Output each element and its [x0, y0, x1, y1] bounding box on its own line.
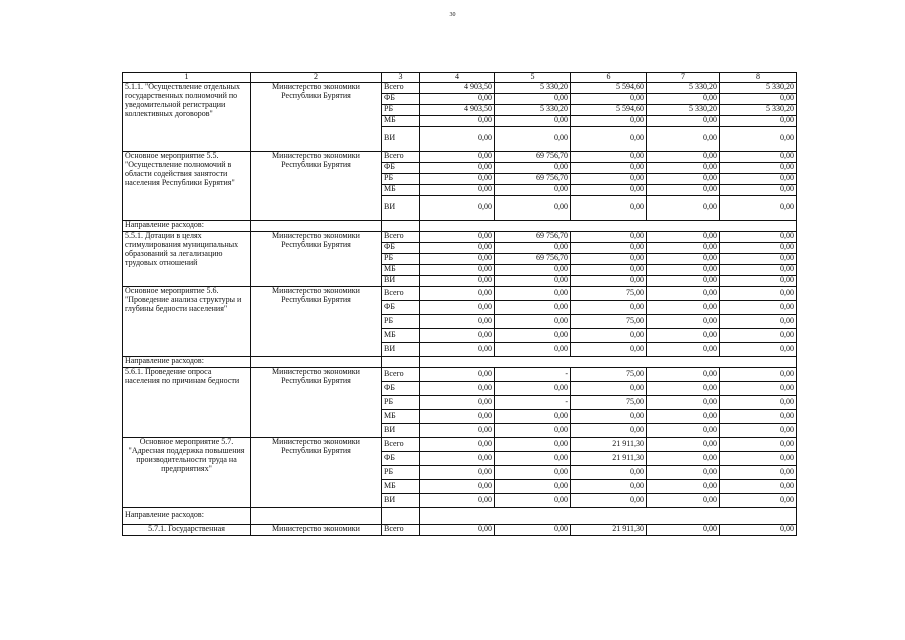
amount-cell: 0,00	[647, 367, 720, 381]
amount-cell: 0,00	[420, 115, 495, 126]
empty-cell	[251, 507, 382, 524]
amount-cell: 0,00	[647, 151, 720, 162]
funding-source: РБ	[382, 395, 420, 409]
amount-cell: 0,00	[420, 479, 495, 493]
amount-cell: 0,00	[720, 524, 797, 535]
amount-cell: 0,00	[647, 126, 720, 151]
amount-cell: 0,00	[647, 479, 720, 493]
amount-cell: 0,00	[495, 409, 571, 423]
amount-cell: 0,00	[495, 342, 571, 356]
amount-cell: 0,00	[720, 409, 797, 423]
amount-cell: 5 330,20	[647, 104, 720, 115]
amount-cell: 0,00	[571, 479, 647, 493]
table-row	[123, 82, 797, 93]
amount-cell: 0,00	[495, 493, 571, 507]
amount-cell: 0,00	[720, 242, 797, 253]
amount-cell: -	[495, 395, 571, 409]
empty-cell	[420, 220, 797, 231]
amount-cell: 0,00	[720, 126, 797, 151]
amount-cell: 0,00	[420, 493, 495, 507]
amount-cell: 0,00	[647, 231, 720, 242]
amount-cell: 21 911,30	[571, 451, 647, 465]
table-row	[123, 231, 797, 242]
amount-cell: 0,00	[495, 300, 571, 314]
amount-cell: 0,00	[420, 367, 495, 381]
funding-source: Всего	[382, 524, 420, 535]
funding-source: МБ	[382, 184, 420, 195]
amount-cell: 0,00	[571, 275, 647, 286]
amount-cell: -	[495, 367, 571, 381]
amount-cell: 0,00	[647, 395, 720, 409]
funding-source: РБ	[382, 465, 420, 479]
funding-source: ФБ	[382, 242, 420, 253]
amount-cell: 0,00	[571, 381, 647, 395]
direction-row	[123, 220, 797, 231]
amount-cell: 0,00	[720, 381, 797, 395]
funding-source: ФБ	[382, 451, 420, 465]
activity-title: Основное мероприятие 5.5. "Осуществление полномочий в области содействия занятости населения Республики Бурятия"	[123, 151, 251, 220]
direction-row	[123, 356, 797, 367]
header-cell: 6	[571, 73, 647, 83]
amount-cell: 0,00	[571, 423, 647, 437]
amount-cell: 0,00	[720, 395, 797, 409]
amount-cell: 0,00	[720, 328, 797, 342]
amount-cell: 0,00	[647, 173, 720, 184]
funding-source: ФБ	[382, 300, 420, 314]
amount-cell: 0,00	[647, 275, 720, 286]
amount-cell: 0,00	[495, 451, 571, 465]
funding-source: МБ	[382, 115, 420, 126]
direction-label: Направление расходов:	[123, 356, 251, 367]
amount-cell: 0,00	[720, 300, 797, 314]
amount-cell: 0,00	[420, 275, 495, 286]
amount-cell: 0,00	[720, 264, 797, 275]
responsible-ministry: Министерство экономики Республики Бурятия	[251, 367, 382, 437]
amount-cell: 0,00	[571, 328, 647, 342]
amount-cell: 5 594,60	[571, 104, 647, 115]
amount-cell: 0,00	[420, 300, 495, 314]
amount-cell: 0,00	[495, 184, 571, 195]
amount-cell: 0,00	[647, 451, 720, 465]
amount-cell: 0,00	[720, 195, 797, 220]
table-row	[123, 437, 797, 451]
amount-cell: 0,00	[495, 115, 571, 126]
amount-cell: 0,00	[647, 93, 720, 104]
amount-cell: 0,00	[495, 479, 571, 493]
table-row	[123, 286, 797, 300]
amount-cell: 0,00	[647, 381, 720, 395]
amount-cell: 0,00	[720, 115, 797, 126]
amount-cell: 69 756,70	[495, 173, 571, 184]
funding-source: МБ	[382, 409, 420, 423]
amount-cell: 0,00	[420, 328, 495, 342]
responsible-ministry: Министерство экономики Республики Бурятия	[251, 82, 382, 151]
funding-source: ФБ	[382, 93, 420, 104]
amount-cell: 0,00	[647, 162, 720, 173]
amount-cell: 0,00	[720, 93, 797, 104]
header-cell: 4	[420, 73, 495, 83]
amount-cell: 69 756,70	[495, 151, 571, 162]
amount-cell: 0,00	[720, 342, 797, 356]
amount-cell: 0,00	[571, 253, 647, 264]
amount-cell: 0,00	[571, 342, 647, 356]
amount-cell: 75,00	[571, 395, 647, 409]
amount-cell: 0,00	[571, 300, 647, 314]
amount-cell: 0,00	[720, 231, 797, 242]
amount-cell: 0,00	[495, 126, 571, 151]
header-row	[123, 73, 797, 83]
amount-cell: 0,00	[420, 409, 495, 423]
amount-cell: 0,00	[420, 286, 495, 300]
funding-source: ВИ	[382, 126, 420, 151]
amount-cell: 0,00	[647, 328, 720, 342]
header-cell: 5	[495, 73, 571, 83]
budget-table	[122, 72, 797, 536]
header-cell: 1	[123, 73, 251, 83]
amount-cell: 0,00	[420, 381, 495, 395]
amount-cell: 0,00	[495, 264, 571, 275]
amount-cell: 0,00	[571, 409, 647, 423]
amount-cell: 0,00	[647, 264, 720, 275]
funding-source: МБ	[382, 479, 420, 493]
amount-cell: 0,00	[720, 437, 797, 451]
activity-title: 5.6.1. Проведение опроса населения по причинам бедности	[123, 367, 251, 437]
header-cell: 7	[647, 73, 720, 83]
header-cell: 3	[382, 73, 420, 83]
funding-source: РБ	[382, 253, 420, 264]
responsible-ministry: Министерство экономики Республики Бурятия	[251, 231, 382, 286]
amount-cell: 0,00	[495, 162, 571, 173]
amount-cell: 0,00	[647, 465, 720, 479]
amount-cell: 0,00	[495, 195, 571, 220]
funding-source: Всего	[382, 151, 420, 162]
funding-source: ВИ	[382, 423, 420, 437]
amount-cell: 0,00	[571, 195, 647, 220]
amount-cell: 69 756,70	[495, 253, 571, 264]
funding-source: Всего	[382, 231, 420, 242]
amount-cell: 0,00	[571, 162, 647, 173]
amount-cell: 5 330,20	[647, 82, 720, 93]
amount-cell: 0,00	[720, 465, 797, 479]
amount-cell: 0,00	[720, 286, 797, 300]
table-row	[123, 151, 797, 162]
amount-cell: 0,00	[420, 242, 495, 253]
empty-cell	[251, 220, 382, 231]
amount-cell: 0,00	[647, 242, 720, 253]
amount-cell: 0,00	[647, 409, 720, 423]
amount-cell: 5 330,20	[495, 82, 571, 93]
amount-cell: 0,00	[647, 524, 720, 535]
amount-cell: 5 330,20	[720, 82, 797, 93]
direction-label: Направление расходов:	[123, 220, 251, 231]
funding-source: РБ	[382, 104, 420, 115]
amount-cell: 0,00	[420, 173, 495, 184]
empty-cell	[382, 220, 420, 231]
funding-source: Всего	[382, 367, 420, 381]
amount-cell: 0,00	[647, 115, 720, 126]
amount-cell: 0,00	[720, 367, 797, 381]
amount-cell: 5 594,60	[571, 82, 647, 93]
activity-title: Основное мероприятие 5.6. "Проведение анализа структуры и глубины бедности населения"	[123, 286, 251, 356]
direction-label: Направление расходов:	[123, 507, 251, 524]
amount-cell: 0,00	[420, 126, 495, 151]
funding-source: ВИ	[382, 195, 420, 220]
empty-cell	[251, 356, 382, 367]
amount-cell: 0,00	[571, 126, 647, 151]
amount-cell: 0,00	[720, 275, 797, 286]
amount-cell: 0,00	[420, 195, 495, 220]
amount-cell: 0,00	[420, 423, 495, 437]
amount-cell: 0,00	[571, 93, 647, 104]
responsible-ministry: Министерство экономики Республики Бурятия	[251, 437, 382, 507]
amount-cell: 0,00	[420, 162, 495, 173]
amount-cell: 0,00	[420, 342, 495, 356]
amount-cell: 0,00	[420, 451, 495, 465]
amount-cell: 0,00	[420, 314, 495, 328]
amount-cell: 4 903,50	[420, 82, 495, 93]
amount-cell: 0,00	[420, 151, 495, 162]
amount-cell: 0,00	[420, 264, 495, 275]
amount-cell: 0,00	[720, 184, 797, 195]
amount-cell: 0,00	[420, 231, 495, 242]
amount-cell: 0,00	[720, 162, 797, 173]
responsible-ministry: Министерство экономики Республики Бурятия	[251, 151, 382, 220]
amount-cell: 0,00	[420, 465, 495, 479]
amount-cell: 0,00	[571, 151, 647, 162]
amount-cell: 21 911,30	[571, 437, 647, 451]
table-row	[123, 524, 797, 535]
header-cell: 2	[251, 73, 382, 83]
amount-cell: 0,00	[495, 437, 571, 451]
amount-cell: 69 756,70	[495, 231, 571, 242]
table-row	[123, 367, 797, 381]
amount-cell: 5 330,20	[720, 104, 797, 115]
amount-cell: 0,00	[647, 253, 720, 264]
amount-cell: 0,00	[571, 242, 647, 253]
funding-source: ВИ	[382, 493, 420, 507]
amount-cell: 75,00	[571, 314, 647, 328]
amount-cell: 0,00	[571, 173, 647, 184]
amount-cell: 0,00	[495, 286, 571, 300]
amount-cell: 0,00	[720, 314, 797, 328]
amount-cell: 0,00	[720, 479, 797, 493]
funding-source: Всего	[382, 286, 420, 300]
amount-cell: 0,00	[647, 314, 720, 328]
funding-source: ВИ	[382, 275, 420, 286]
amount-cell: 75,00	[571, 367, 647, 381]
empty-cell	[420, 356, 797, 367]
amount-cell: 4 903,50	[420, 104, 495, 115]
amount-cell: 0,00	[495, 93, 571, 104]
amount-cell: 0,00	[720, 173, 797, 184]
amount-cell: 0,00	[720, 423, 797, 437]
amount-cell: 0,00	[420, 395, 495, 409]
funding-source: ФБ	[382, 381, 420, 395]
empty-cell	[382, 507, 420, 524]
amount-cell: 0,00	[495, 465, 571, 479]
amount-cell: 21 911,30	[571, 524, 647, 535]
amount-cell: 0,00	[571, 264, 647, 275]
amount-cell: 0,00	[571, 184, 647, 195]
amount-cell: 0,00	[647, 300, 720, 314]
amount-cell: 75,00	[571, 286, 647, 300]
activity-title: 5.5.1. Дотации в целях стимулирования муниципальных образований за легализацию трудовых отношений	[123, 231, 251, 286]
funding-source: Всего	[382, 437, 420, 451]
amount-cell: 0,00	[647, 286, 720, 300]
empty-cell	[382, 356, 420, 367]
amount-cell: 0,00	[647, 493, 720, 507]
amount-cell: 0,00	[571, 115, 647, 126]
funding-source: МБ	[382, 328, 420, 342]
funding-source: МБ	[382, 264, 420, 275]
amount-cell: 0,00	[571, 231, 647, 242]
funding-source: ФБ	[382, 162, 420, 173]
empty-cell	[420, 507, 797, 524]
funding-source: Всего	[382, 82, 420, 93]
funding-source: ВИ	[382, 342, 420, 356]
activity-title: 5.1.1. "Осуществление отдельных государственных полномочий по уведомительной регистрации коллективных договоров"	[123, 82, 251, 151]
amount-cell: 0,00	[495, 423, 571, 437]
amount-cell: 0,00	[647, 195, 720, 220]
amount-cell: 5 330,20	[495, 104, 571, 115]
amount-cell: 0,00	[495, 524, 571, 535]
amount-cell: 0,00	[720, 253, 797, 264]
amount-cell: 0,00	[647, 184, 720, 195]
amount-cell: 0,00	[495, 314, 571, 328]
amount-cell: 0,00	[720, 151, 797, 162]
amount-cell: 0,00	[495, 242, 571, 253]
amount-cell: 0,00	[720, 451, 797, 465]
amount-cell: 0,00	[720, 493, 797, 507]
amount-cell: 0,00	[647, 437, 720, 451]
amount-cell: 0,00	[647, 342, 720, 356]
amount-cell: 0,00	[571, 493, 647, 507]
header-cell: 8	[720, 73, 797, 83]
page-number: 30	[449, 12, 456, 18]
amount-cell: 0,00	[420, 437, 495, 451]
responsible-ministry: Министерство экономики Республики Бурятия	[251, 286, 382, 356]
amount-cell: 0,00	[420, 93, 495, 104]
activity-title: Основное мероприятие 5.7. "Адресная поддержка повышения производительности труда на предприятиях"	[123, 437, 251, 507]
direction-row	[123, 507, 797, 524]
amount-cell: 0,00	[495, 275, 571, 286]
amount-cell: 0,00	[420, 524, 495, 535]
funding-source: РБ	[382, 173, 420, 184]
amount-cell: 0,00	[571, 465, 647, 479]
funding-source: РБ	[382, 314, 420, 328]
amount-cell: 0,00	[420, 253, 495, 264]
responsible-ministry: Министерство экономики	[251, 524, 382, 535]
amount-cell: 0,00	[495, 328, 571, 342]
amount-cell: 0,00	[420, 184, 495, 195]
amount-cell: 0,00	[495, 381, 571, 395]
amount-cell: 0,00	[647, 423, 720, 437]
activity-title: 5.7.1. Государственная	[123, 524, 251, 535]
